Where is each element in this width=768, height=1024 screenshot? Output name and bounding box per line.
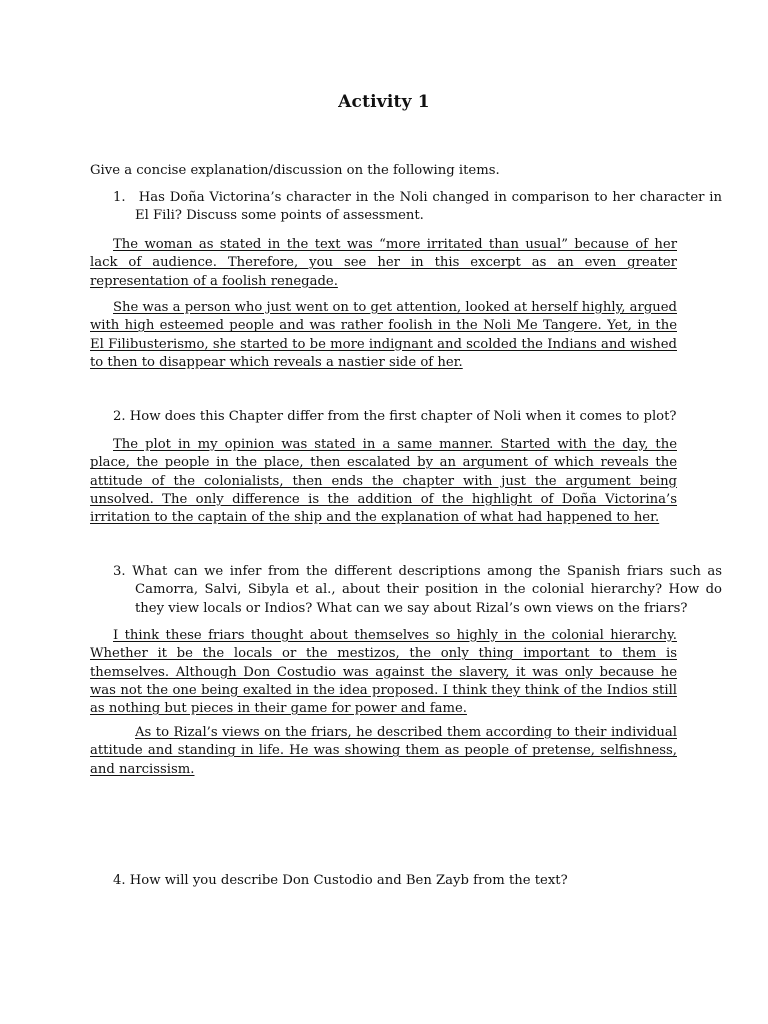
page-title: Activity 1 — [338, 92, 430, 112]
question-3: 3. What can we infer from the different descriptions among the Spanish friars such as Camorra, Salvi, Sibyla et al., about their position in the colonial hierarchy? How do they view locals or Indios? What can we say about Rizal’s own views on the friars? — [113, 564, 722, 616]
question-4: 4. How will you describe Don Custodio and Ben Zayb from the text? — [113, 873, 568, 888]
instructions-text: Give a concise explanation/discussion on the following items. — [90, 163, 500, 178]
question-2: 2. How does this Chapter differ from the first chapter of Noli when it comes to plot? — [113, 409, 677, 424]
answer-3-paragraph-2: As to Rizal’s views on the friars, he described them according to their individual attitude and standing in life. He was showing them as people of pretense, selfishness, and narcissism. — [90, 725, 677, 777]
answer-1-paragraph-1: The woman as stated in the text was “more irritated than usual” because of her lack of audience. Therefore, you see her in this excerpt as an even greater representation of a foolish renegade. — [90, 237, 677, 289]
question-1: 1. Has Doña Victorina’s character in the Noli changed in comparison to her character in El Fili? Discuss some points of assessment. — [113, 190, 722, 224]
answer-1-paragraph-2: She was a person who just went on to get attention, looked at herself highly, argued with high esteemed people and was rather foolish in the Noli Me Tangere. Yet, in the El Filibusterismo, she started to be more indignant and scolded the Indians and wished to then to disappear which reveals a nastier side of her. — [90, 300, 677, 370]
answer-2-paragraph-1: The plot in my opinion was stated in a same manner. Started with the day, the place, the people in the place, then escalated by an argument of which reveals the attitude of the colonialists, then ends the chapter with just the argument being unsolved. The only difference is the addition of the highlight of Doña Victorina’s irritation to the captain of the ship and the explanation of what had happened to her. — [90, 437, 677, 526]
answer-3-paragraph-1: I think these friars thought about themselves so highly in the colonial hierarchy. Whether it be the locals or the mestizos, the only thing important to them is themselves. Although Don Costudio was against the slavery, it was only because he was not the one being exalted in the idea proposed. I think they think of the Indios still as nothing but pieces in their game for power and fame. — [90, 628, 677, 717]
